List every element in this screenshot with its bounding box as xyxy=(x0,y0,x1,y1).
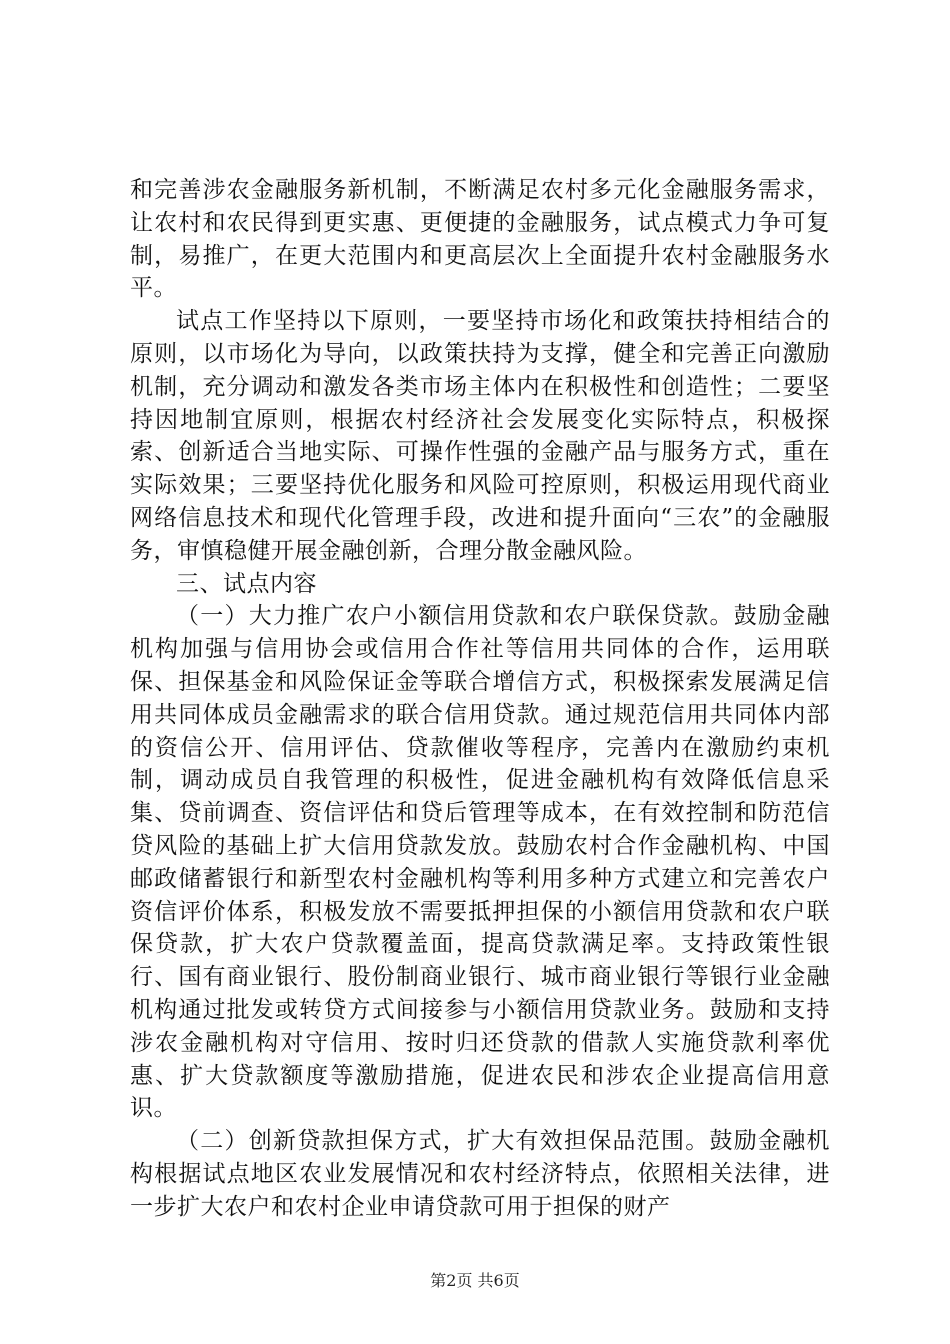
paragraph-principles: 试点工作坚持以下原则，一要坚持市场化和政策扶持相结合的原则，以市场化为导向，以政策扶持为支撑，健全和完善正向激励机制，充分调动和激发各类市场主体内在积极性和创造性；二要坚持因地制宜原则，根据农村经济社会发展变化实际特点，积极探索、创新适合当地实际、可操作性强的金融产品与服务方式，重在实际效果；三要坚持优化服务和风险可控原则，积极运用现代商业网络信息技术和现代化管理手段，改进和提升面向“三农”的金融服务，审慎稳健开展金融创新，合理分散金融风险。 xyxy=(130,308,830,564)
paragraph-item-two: （二）创新贷款担保方式，扩大有效担保品范围。鼓励金融机构根据试点地区农业发展情况和农村经济特点，依照相关法律，进一步扩大农户和农村企业申请贷款可用于担保的财产 xyxy=(130,1128,830,1220)
paragraph-continuation: 和完善涉农金融服务新机制，不断满足农村多元化金融服务需求，让农村和农民得到更实惠、更便捷的金融服务，试点模式力争可复制，易推广，在更大范围内和更高层次上全面提升农村金融服务水平。 xyxy=(130,177,830,302)
document-body xyxy=(130,174,830,1224)
paragraph-item-one: （一）大力推广农户小额信用贷款和农户联保贷款。鼓励金融机构加强与信用协会或信用合作社等信用共同体的合作，运用联保、担保基金和风险保证金等联合增信方式，积极探索发展满足信用共同体成员金融需求的联合信用贷款。通过规范信用共同体内部的资信公开、信用评估、贷款催收等程序，完善内在激励约束机制，调动成员自我管理的积极性，促进金融机构有效降低信息采集、贷前调查、资信评估和贷后管理等成本，在有效控制和防范信贷风险的基础上扩大信用贷款发放。鼓励农村合作金融机构、中国邮政储蓄银行和新型农村金融机构等利用多种方式建立和完善农户资信评价体系，积极发放不需要抵押担保的小额信用贷款和农户联保贷款，扩大农户贷款覆盖面，提高贷款满足率。支持政策性银行、国有商业银行、股份制商业银行、城市商业银行等银行业金融机构通过批发或转贷方式间接参与小额信用贷款业务。鼓励和支持涉农金融机构对守信用、按时归还贷款的借款人实施贷款利率优惠、扩大贷款额度等激励措施，促进农民和涉农企业提高信用意识。 xyxy=(130,603,830,1122)
page-number-footer: 第2页 共6页 xyxy=(430,1271,520,1290)
section-heading: 三、试点内容 xyxy=(176,570,317,597)
